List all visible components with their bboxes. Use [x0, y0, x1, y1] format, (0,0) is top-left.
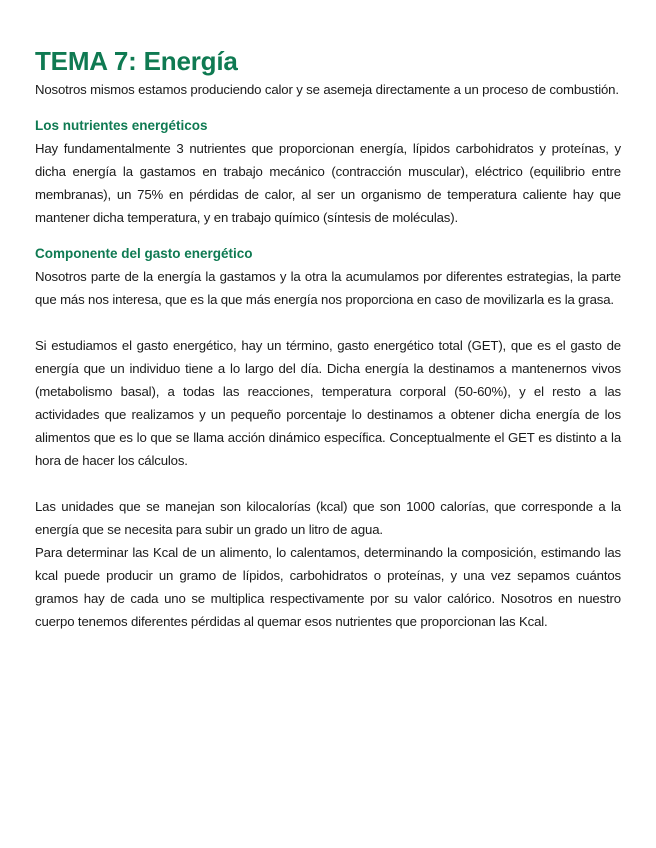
section-heading-nutrientes: Los nutrientes energéticos: [35, 118, 208, 133]
paragraph-nutrientes: Hay fundamentalmente 3 nutrientes que proporcionan energía, lípidos carbohidratos y proteínas, y dicha energía la gastamos en trabajo mecánico (contracción muscular), eléctrico (equilibrio entre membranas), un 75% en pérdidas de calor, al ser un organismo de temperatura caliente hay que mantener dicha temperatura, y en trabajo químico (síntesis de moléculas).: [35, 141, 621, 225]
paragraph-gasto-1: Nosotros parte de la energía la gastamos y la otra la acumulamos por diferentes estrategias, la parte que más nos interesa, que es la que más energía nos proporciona en caso de movilizarla es la grasa.: [35, 269, 621, 307]
spacer: [35, 311, 621, 334]
intro-paragraph: Nosotros mismos estamos produciendo calor y se asemeja directamente a un proceso de combustión.: [35, 82, 619, 97]
page-title: TEMA 7: Energía: [35, 46, 238, 76]
spacer: [35, 101, 621, 115]
spacer: [35, 229, 621, 243]
paragraph-gasto-2: Si estudiamos el gasto energético, hay un término, gasto energético total (GET), que es el gasto de energía que un individuo tiene a lo largo del día. Dicha energía la destinamos a mantenernos vivos (metabolismo basal), a todas las reacciones, temperatura corporal (50-60%), y el resto a las actividades que realizamos y un pequeño porcentaje lo destinamos a obtener dicha energía de los alimentos que es lo que se llama acción dinámico específica. Conceptualmente el GET es distinto a la hora de hacer los cálculos.: [35, 338, 621, 468]
spacer: [35, 472, 621, 495]
document-page: [35, 44, 621, 633]
paragraph-gasto-4: Para determinar las Kcal de un alimento, lo calentamos, determinando la composición, estimando las kcal puede producir un gramo de lípidos, carbohidratos o proteínas, y una vez sepamos cuántos gramos hay de cada uno se multiplica respectivamente por su valor calórico. Nosotros en nuestro cuerpo tenemos diferentes pérdidas al quemar esos nutrientes que proporcionan las Kcal.: [35, 545, 621, 629]
section-heading-gasto: Componente del gasto energético: [35, 246, 253, 261]
paragraph-gasto-3: Las unidades que se manejan son kilocalorías (kcal) que son 1000 calorías, que corresponde a la energía que se necesita para subir un grado un litro de agua.: [35, 499, 621, 537]
